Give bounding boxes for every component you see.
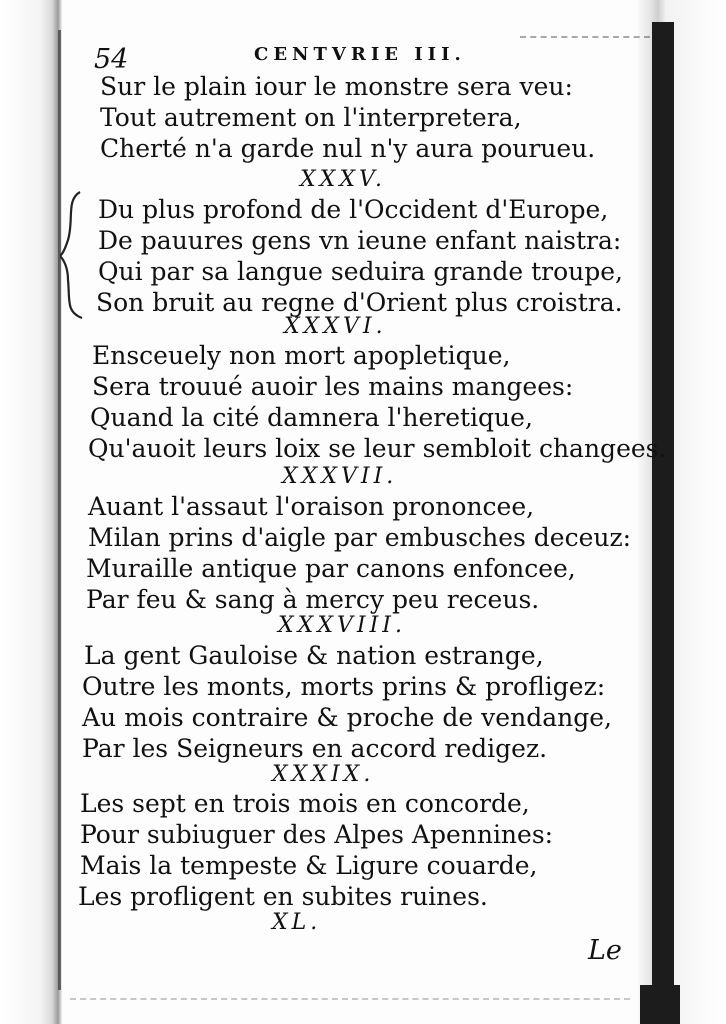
catchword: Le — [588, 935, 622, 966]
verse-line: Pour subiuguer des Alpes Apennines: — [80, 820, 554, 849]
verse-line: Milan prins d'aigle par embusches deceuz: — [88, 523, 632, 552]
verse-line: Son bruit au regne d'Orient plus croistra. — [96, 288, 623, 317]
running-head: CENTVRIE III. — [254, 44, 466, 65]
verse-line: La gent Gauloise & nation estrange, — [84, 641, 544, 670]
verse-line: Outre les monts, morts prins & profligez: — [82, 672, 606, 701]
right-scan-shadow — [652, 22, 674, 1024]
quatrain-number: XXXVI. — [284, 314, 387, 339]
verse-line: Sur le plain iour le monstre sera veu: — [100, 72, 573, 101]
left-gutter — [0, 0, 62, 1024]
quatrain-number: XXXIX. — [272, 762, 375, 787]
verse-line: Mais la tempeste & Ligure couarde, — [80, 851, 538, 880]
top-edge-dash — [520, 36, 650, 40]
verse-line: De pauures gens vn ieune enfant naistra: — [98, 226, 622, 255]
verse-line: Sera trouué auoir les mains mangees: — [92, 372, 574, 401]
quatrain-number: XXXVII. — [282, 464, 398, 489]
verse-line: Muraille antique par canons enfoncee, — [86, 554, 576, 583]
verse-line: Tout autrement on l'interpretera, — [100, 103, 522, 132]
verse-line: Ensceuely non mort apopletique, — [92, 341, 511, 370]
verse-line: Auant l'assaut l'oraison prononcee, — [88, 492, 535, 521]
verse-line: Les sept en trois mois en concorde, — [80, 789, 530, 818]
bottom-scan-shadow — [640, 985, 680, 1024]
verse-line: Par feu & sang à mercy peu receus. — [86, 585, 540, 614]
verse-line: Qui par sa langue seduira grande troupe, — [98, 257, 623, 286]
quatrain-number: XXXV. — [300, 167, 387, 192]
verse-line: Au mois contraire & proche de vendange, — [82, 703, 612, 732]
verse-line: Quand la cité damnera l'heretique, — [90, 403, 533, 432]
verse-line: Du plus profond de l'Occident d'Europe, — [98, 195, 609, 224]
verse-line: Qu'auoit leurs loix se leur sembloit changees. — [88, 434, 667, 463]
page-number: 54 — [94, 44, 129, 75]
verse-line: Par les Seigneurs en accord redigez. — [82, 734, 548, 763]
quatrain-number: XXXVIII. — [278, 613, 406, 638]
margin-bracket-ornament — [60, 190, 86, 320]
bottom-edge-dash — [70, 998, 630, 1002]
quatrain-number: XL. — [272, 910, 322, 935]
verse-line: Les profligent en subites ruines. — [78, 882, 488, 911]
left-margin-rule — [58, 30, 61, 990]
verse-line: Cherté n'a garde nul n'y aura pourueu. — [100, 134, 596, 163]
